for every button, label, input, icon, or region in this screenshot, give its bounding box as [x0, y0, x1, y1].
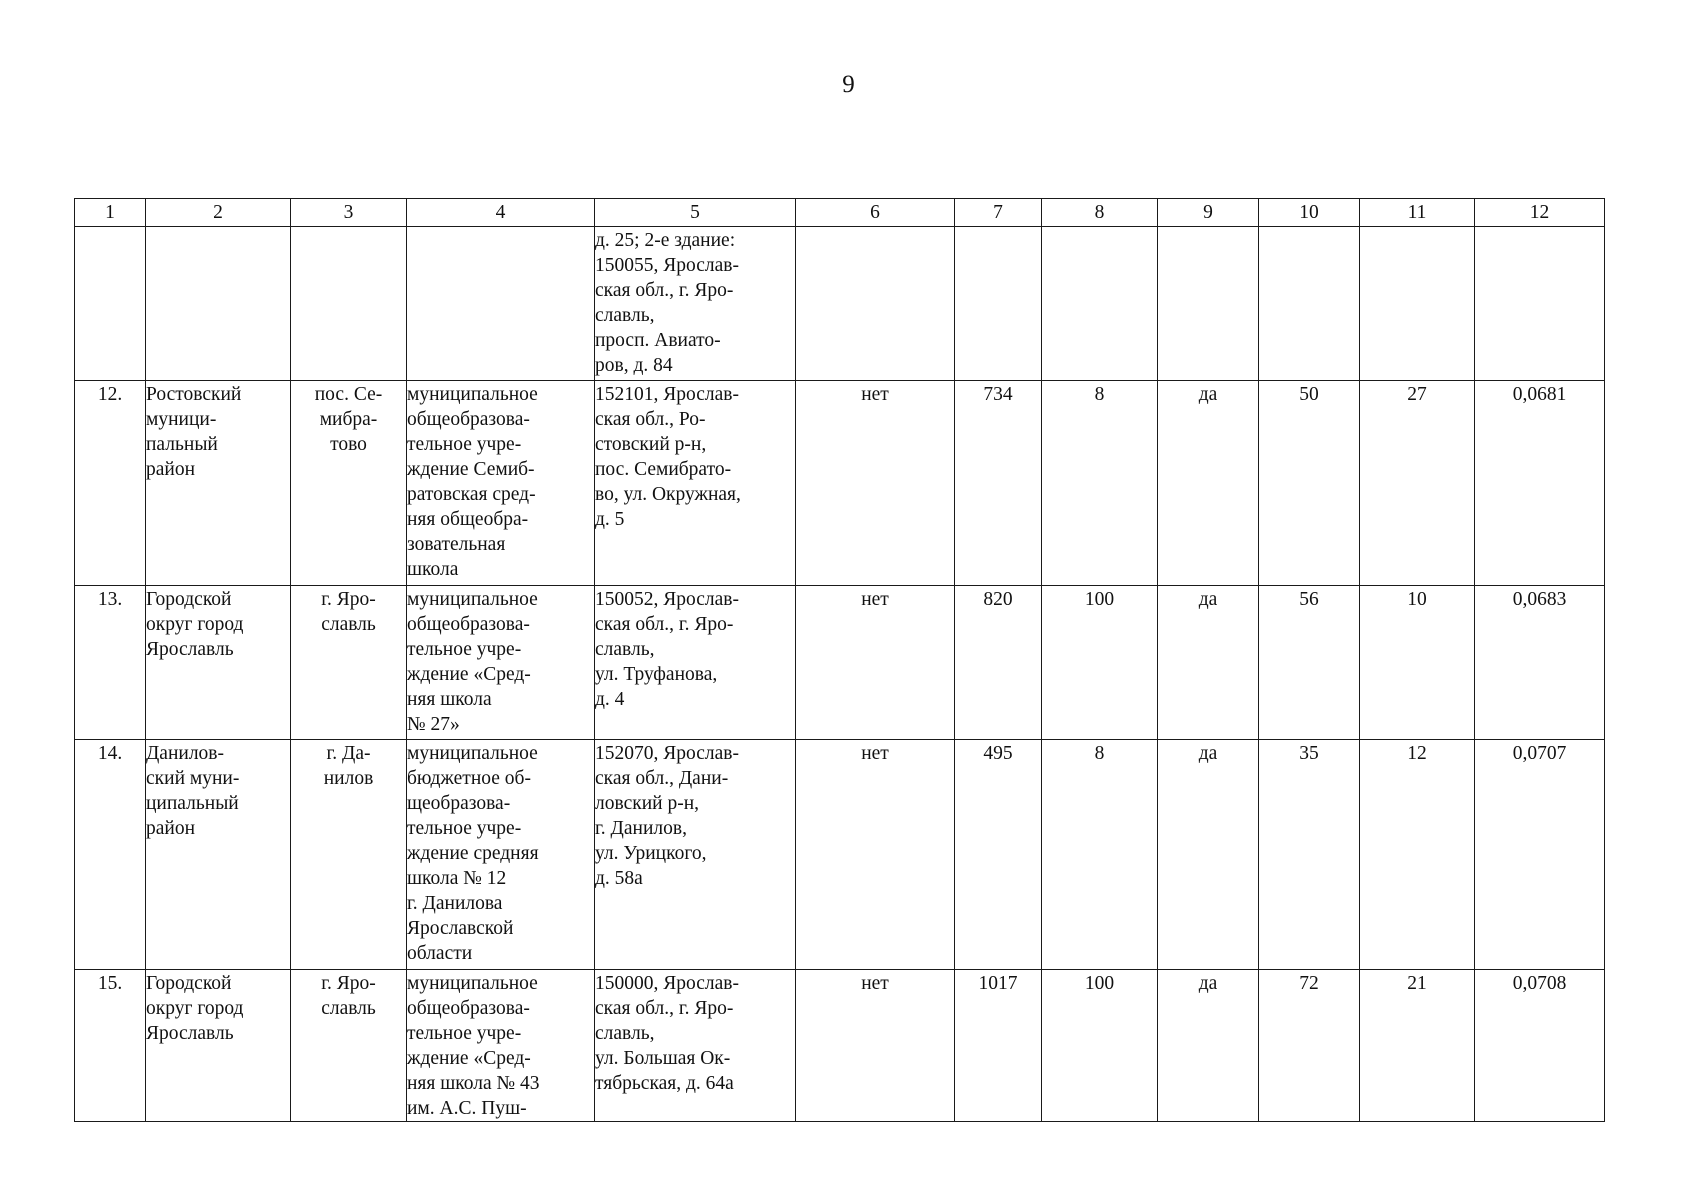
- school-name-cell: муниципальное общеобразова- тельное учре- ждение «Сред- няя школа № 43 им. А.С. Пуш-: [407, 970, 595, 1122]
- column-header: 2: [146, 199, 291, 227]
- col11-cell: 27: [1360, 381, 1475, 586]
- settlement-cell: пос. Се- мибра- тово: [291, 381, 407, 586]
- address-cell: 152070, Ярослав- ская обл., Дани- ловский р-н, г. Данилов, ул. Урицкого, д. 58а: [595, 740, 796, 970]
- col9-cell: да: [1158, 740, 1259, 970]
- col10-cell: [1259, 227, 1360, 381]
- col7-cell: [955, 227, 1042, 381]
- col10-cell: 50: [1259, 381, 1360, 586]
- row-number-cell: 13.: [75, 586, 146, 740]
- col11-cell: [1360, 227, 1475, 381]
- col6-cell: нет: [796, 586, 955, 740]
- col10-cell: 35: [1259, 740, 1360, 970]
- col12-cell: 0,0683: [1475, 586, 1605, 740]
- schools-table: [74, 198, 1605, 1122]
- settlement-cell: г. Да- нилов: [291, 740, 407, 970]
- col10-cell: 72: [1259, 970, 1360, 1122]
- district-cell: [146, 227, 291, 381]
- col11-cell: 10: [1360, 586, 1475, 740]
- settlement-cell: [291, 227, 407, 381]
- col12-cell: 0,0708: [1475, 970, 1605, 1122]
- col8-cell: 8: [1042, 740, 1158, 970]
- header-row: [75, 199, 1605, 227]
- column-header: 7: [955, 199, 1042, 227]
- address-text: д. 25; 2-е здание: 150055, Ярослав- ская обл., г. Яро- славль, просп. Авиато- ров, д. 84: [595, 230, 739, 376]
- address-cell: 150000, Ярослав- ская обл., г. Яро- славль, ул. Большая Ок- тябрьская, д. 64а: [595, 970, 796, 1122]
- col10-cell: 56: [1259, 586, 1360, 740]
- col11-cell: 12: [1360, 740, 1475, 970]
- table-row: [75, 740, 1605, 970]
- col9-cell: да: [1158, 970, 1259, 1122]
- row-number-cell: 14.: [75, 740, 146, 970]
- column-header: 9: [1158, 199, 1259, 227]
- settlement-cell: г. Яро- славль: [291, 970, 407, 1122]
- col12-cell: 0,0707: [1475, 740, 1605, 970]
- column-header: 5: [595, 199, 796, 227]
- column-header: 10: [1259, 199, 1360, 227]
- row-number-cell: [75, 227, 146, 381]
- col8-cell: 100: [1042, 586, 1158, 740]
- school-name-cell: муниципальное бюджетное об- щеобразова- тельное учре- ждение средняя школа № 12 г. Данилова Ярославской области: [407, 740, 595, 970]
- col7-cell: 734: [955, 381, 1042, 586]
- col8-cell: [1042, 227, 1158, 381]
- column-header: 3: [291, 199, 407, 227]
- col7-cell: 495: [955, 740, 1042, 970]
- school-name-cell: муниципальное общеобразова- тельное учре- ждение Семиб- ратовская сред- няя общеобра- зовательная школа: [407, 381, 595, 586]
- row-number-cell: 12.: [75, 381, 146, 586]
- school-name-cell: муниципальное общеобразова- тельное учре- ждение «Сред- няя школа № 27»: [407, 586, 595, 740]
- column-header: 1: [75, 199, 146, 227]
- col9-cell: да: [1158, 381, 1259, 586]
- district-cell: Городской округ город Ярославль: [146, 970, 291, 1122]
- col8-cell: 100: [1042, 970, 1158, 1122]
- col8-cell: 8: [1042, 381, 1158, 586]
- column-header: 4: [407, 199, 595, 227]
- col7-cell: 820: [955, 586, 1042, 740]
- page-number: 9: [842, 71, 855, 98]
- col12-cell: 0,0681: [1475, 381, 1605, 586]
- settlement-cell: г. Яро- славль: [291, 586, 407, 740]
- district-cell: Данилов- ский муни- ципальный район: [146, 740, 291, 970]
- column-header: 8: [1042, 199, 1158, 227]
- table-row: [75, 381, 1605, 586]
- col9-cell: да: [1158, 586, 1259, 740]
- column-header: 12: [1475, 199, 1605, 227]
- table-row: [75, 586, 1605, 740]
- col9-cell: [1158, 227, 1259, 381]
- column-header: 6: [796, 199, 955, 227]
- col7-cell: 1017: [955, 970, 1042, 1122]
- address-cell: 152101, Ярослав- ская обл., Ро- стовский р-н, пос. Семибрато- во, ул. Окружная, д. 5: [595, 381, 796, 586]
- address-cell: 150052, Ярослав- ская обл., г. Яро- славль, ул. Труфанова, д. 4: [595, 586, 796, 740]
- district-cell: Городской округ город Ярославль: [146, 586, 291, 740]
- table-row: [75, 970, 1605, 1122]
- school-name-cell: [407, 227, 595, 381]
- district-cell: Ростовский муници- пальный район: [146, 381, 291, 586]
- col11-cell: 21: [1360, 970, 1475, 1122]
- col6-cell: нет: [796, 740, 955, 970]
- col6-cell: нет: [796, 970, 955, 1122]
- col6-cell: нет: [796, 381, 955, 586]
- row-number-cell: 15.: [75, 970, 146, 1122]
- col12-cell: [1475, 227, 1605, 381]
- col6-cell: [796, 227, 955, 381]
- address-cell: [595, 227, 796, 381]
- column-header: 11: [1360, 199, 1475, 227]
- table-row-continuation: [75, 227, 1605, 381]
